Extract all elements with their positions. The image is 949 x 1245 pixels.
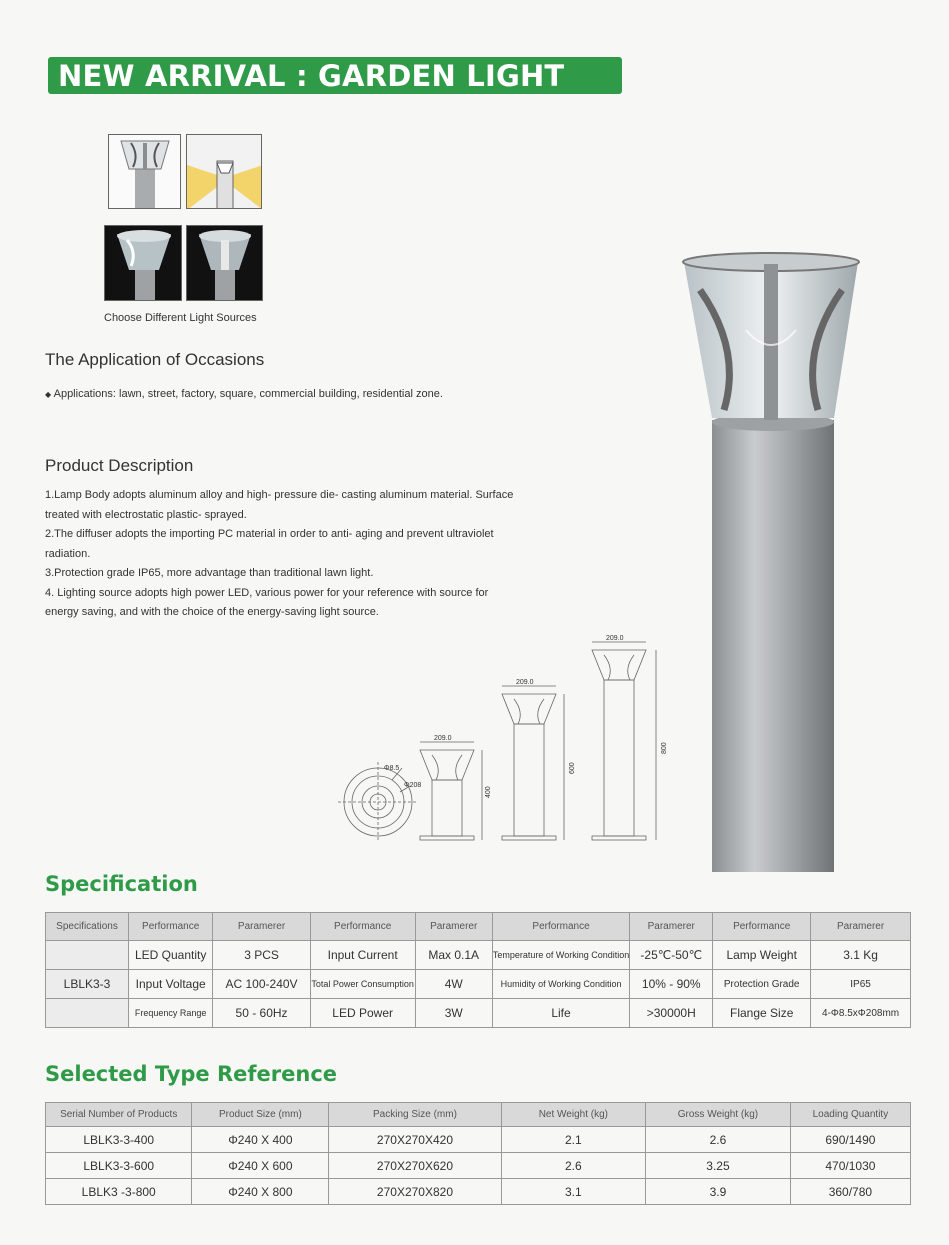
application-bullet xyxy=(45,388,443,400)
title-banner xyxy=(48,57,622,94)
garden-light-photo xyxy=(676,250,866,874)
diameter-label: Φ208 xyxy=(404,782,422,789)
spec-cell: Temperature of Working Condition xyxy=(492,941,629,970)
ref-cell: LBLK3-3-600 xyxy=(46,1153,192,1179)
ref-cell: Φ240 X 800 xyxy=(192,1179,329,1205)
width-label-400: 209.0 xyxy=(434,735,452,742)
description-line: 2.The diffuser adopts the importing PC material in order to anti- aging and prevent ultraviolet xyxy=(45,528,494,540)
description-line: treated with electrostatic plastic- sprayed. xyxy=(45,508,247,521)
spec-cell: IP65 xyxy=(811,970,911,999)
spec-cell: -25℃-50℃ xyxy=(630,941,713,970)
ref-row xyxy=(46,1127,911,1153)
spec-cell: 50 - 60Hz xyxy=(213,999,310,1028)
description-line: energy saving, and with the choice of the energy-saving light source. xyxy=(45,606,379,618)
spec-header: Performance xyxy=(713,913,811,941)
spec-cell: Input Voltage xyxy=(129,970,213,999)
ref-cell: 3.9 xyxy=(646,1179,791,1205)
plan-view xyxy=(338,762,418,842)
ref-cell: 3.25 xyxy=(646,1153,791,1179)
lamp-400-drawing xyxy=(420,742,482,840)
spec-cell: Life xyxy=(492,999,629,1028)
specification-heading: Specification xyxy=(45,872,198,896)
dimension-drawing xyxy=(330,630,680,850)
spec-cell: Flange Size xyxy=(713,999,811,1028)
ref-header: Net Weight (kg) xyxy=(501,1103,646,1127)
spec-cell: LED Quantity xyxy=(129,941,213,970)
ref-cell: 2.1 xyxy=(501,1127,646,1153)
ref-header-row xyxy=(46,1103,911,1127)
light-source-thumb-4 xyxy=(186,225,263,301)
ref-cell: 690/1490 xyxy=(790,1127,910,1153)
spec-cell: 3W xyxy=(415,999,492,1028)
spec-header: Performance xyxy=(129,913,213,941)
spec-cell: Total Power Consumption xyxy=(310,970,415,999)
spec-header-row xyxy=(46,913,911,941)
hole-label: Φ8.5 xyxy=(384,765,400,772)
lamp-600-drawing xyxy=(502,686,564,840)
spec-row xyxy=(46,999,911,1028)
height-label-800: 800 xyxy=(661,742,668,754)
spec-cell: >30000H xyxy=(630,999,713,1028)
page-title: NEW ARRIVAL : GARDEN LIGHT xyxy=(58,59,565,93)
spec-model: LBLK3-3 xyxy=(46,970,129,999)
spec-header: Specifications xyxy=(46,913,129,941)
ref-cell: LBLK3 -3-800 xyxy=(46,1179,192,1205)
ref-cell: Φ240 X 600 xyxy=(192,1153,329,1179)
application-heading: The Application of Occasions xyxy=(45,350,265,369)
bullet-icon: ◆ xyxy=(45,390,52,399)
ref-cell: 2.6 xyxy=(646,1127,791,1153)
ref-row xyxy=(46,1179,911,1205)
ref-cell: 270X270X820 xyxy=(329,1179,501,1205)
width-label-600: 209.0 xyxy=(516,679,534,686)
description-heading: Product Description xyxy=(45,456,194,475)
ref-header: Loading Quantity xyxy=(790,1103,910,1127)
spec-cell: Input Current xyxy=(310,941,415,970)
spec-cell: Protection Grade xyxy=(713,970,811,999)
spec-model-cell xyxy=(46,999,129,1028)
ref-cell: 470/1030 xyxy=(790,1153,910,1179)
spec-cell: Humidity of Working Condition xyxy=(492,970,629,999)
spec-cell: Max 0.1A xyxy=(415,941,492,970)
reference-heading: Selected Type Reference xyxy=(45,1062,338,1086)
application-text: Applications: lawn, street, factory, square, commercial building, residential zone. xyxy=(53,388,443,400)
spec-row xyxy=(46,941,911,970)
ref-cell: 2.6 xyxy=(501,1153,646,1179)
spec-row xyxy=(46,970,911,999)
ref-header: Serial Number of Products xyxy=(46,1103,192,1127)
spec-header: Paramerer xyxy=(213,913,310,941)
spec-cell: 4-Φ8.5xΦ208mm xyxy=(811,999,911,1028)
spec-model-cell xyxy=(46,941,129,970)
spec-header: Performance xyxy=(310,913,415,941)
ref-header: Gross Weight (kg) xyxy=(646,1103,791,1127)
spec-header: Performance xyxy=(492,913,629,941)
lamp-800-drawing xyxy=(592,642,656,840)
description-body xyxy=(45,486,585,623)
description-line: 3.Protection grade IP65, more advantage than traditional lawn light. xyxy=(45,567,374,579)
thumbnails-caption: Choose Different Light Sources xyxy=(104,312,257,324)
light-source-thumb-2 xyxy=(186,134,262,209)
spec-header: Paramerer xyxy=(415,913,492,941)
ref-cell: 360/780 xyxy=(790,1179,910,1205)
description-line: 4. Lighting source adopts high power LED, various power for your reference with source for xyxy=(45,586,489,599)
spec-cell: LED Power xyxy=(310,999,415,1028)
ref-cell: 270X270X620 xyxy=(329,1153,501,1179)
ref-cell: 270X270X420 xyxy=(329,1127,501,1153)
height-label-600: 600 xyxy=(569,762,576,774)
spec-cell: Frequency Range xyxy=(129,999,213,1028)
description-line: 1.Lamp Body adopts aluminum alloy and high- pressure die- casting aluminum material. Surface xyxy=(45,489,514,501)
spec-cell: AC 100-240V xyxy=(213,970,310,999)
height-label-400: 400 xyxy=(485,786,492,798)
spec-cell: 10% - 90% xyxy=(630,970,713,999)
ref-row xyxy=(46,1153,911,1179)
spec-cell: 3.1 Kg xyxy=(811,941,911,970)
width-label-800: 209.0 xyxy=(606,635,624,642)
spec-cell: 4W xyxy=(415,970,492,999)
spec-cell: 3 PCS xyxy=(213,941,310,970)
specification-table xyxy=(45,912,911,1028)
spec-header: Paramerer xyxy=(630,913,713,941)
ref-cell: Φ240 X 400 xyxy=(192,1127,329,1153)
ref-header: Product Size (mm) xyxy=(192,1103,329,1127)
description-line: radiation. xyxy=(45,547,91,560)
ref-header: Packing Size (mm) xyxy=(329,1103,501,1127)
ref-cell: 3.1 xyxy=(501,1179,646,1205)
spec-header: Paramerer xyxy=(811,913,911,941)
ref-cell: LBLK3-3-400 xyxy=(46,1127,192,1153)
light-source-thumb-3 xyxy=(104,225,182,301)
spec-cell: Lamp Weight xyxy=(713,941,811,970)
reference-table xyxy=(45,1102,911,1205)
light-source-thumb-1 xyxy=(108,134,181,209)
